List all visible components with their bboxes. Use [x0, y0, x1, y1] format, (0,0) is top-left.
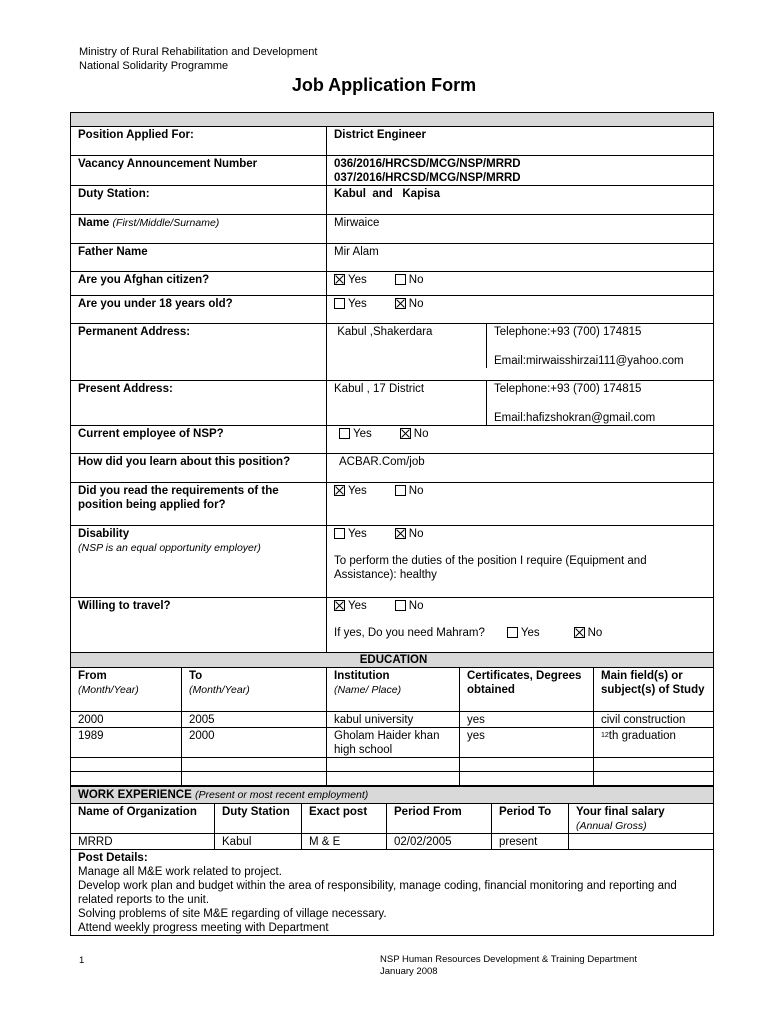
vacancy-number-1: 036/2016/HRCSD/MCG/NSP/MRRD [334, 158, 521, 170]
requirements-yes-checkbox[interactable] [334, 485, 345, 496]
citizen-no-label: No [408, 274, 424, 286]
work-col-organization: Name of Organization [71, 804, 215, 834]
work-cell[interactable]: MRRD [71, 834, 215, 850]
nsp-yes-checkbox[interactable] [339, 428, 350, 439]
edu-cell[interactable]: civil construction [594, 712, 714, 728]
edu-cell[interactable] [182, 772, 327, 786]
present-phone[interactable]: Telephone:+93 (700) 174815 [494, 383, 642, 395]
permanent-address-value[interactable]: Kabul ,Shakerdara [327, 324, 487, 368]
edu-cell[interactable] [460, 758, 594, 772]
present-email[interactable]: Email:hafizshokran@gmail.com [494, 412, 656, 424]
mahram-question: If yes, Do you need Mahram? [334, 627, 485, 639]
work-cell[interactable]: Kabul [215, 834, 302, 850]
father-name-value[interactable]: Mir Alam [327, 244, 714, 272]
work-col-salary-hint: (Annual Gross) [576, 820, 647, 832]
edu-col-to [182, 668, 327, 712]
edu-col-from-label: From [78, 670, 107, 682]
post-detail-line: Solving problems of site M&E regarding of village necessary. [78, 908, 387, 920]
under18-label: Are you under 18 years old? [71, 296, 327, 324]
under18-yes-checkbox[interactable] [334, 298, 345, 309]
work-hint: (Present or most recent employment) [194, 789, 369, 801]
footer-department: NSP Human Resources Development & Training Department [380, 954, 637, 965]
post-details-cell[interactable] [71, 850, 714, 936]
learn-label: How did you learn about this position? [71, 454, 327, 483]
nsp-employee-label: Current employee of NSP? [71, 426, 327, 454]
post-detail-line: Manage all M&E work related to project. [78, 866, 282, 878]
present-address-value[interactable]: Kabul , 17 District [327, 381, 487, 425]
edu-cell[interactable] [182, 758, 327, 772]
post-details-label: Post Details: [78, 852, 148, 864]
disability-yes-label: Yes [348, 528, 367, 540]
mahram-no-checkbox[interactable] [574, 627, 585, 638]
under18-no-checkbox[interactable] [395, 298, 406, 309]
travel-yes-label: Yes [348, 600, 367, 612]
vacancy-label: Vacancy Announcement Number [71, 156, 327, 186]
citizen-yes-checkbox[interactable] [334, 274, 345, 285]
travel-yes-checkbox[interactable] [334, 600, 345, 611]
edu-cell[interactable] [594, 772, 714, 786]
programme-name: National Solidarity Programme [79, 60, 229, 72]
work-cell[interactable] [569, 834, 714, 850]
footer-date: January 2008 [380, 966, 438, 977]
citizen-options [327, 272, 714, 296]
edu-col-field: Main field(s) or subject(s) of Study [594, 668, 714, 712]
nsp-no-checkbox[interactable] [400, 428, 411, 439]
duty-station-value[interactable]: Kabul and Kapisa [327, 186, 714, 215]
mahram-yes-checkbox[interactable] [507, 627, 518, 638]
permanent-phone[interactable]: Telephone:+93 (700) 174815 [494, 326, 642, 338]
requirements-no-checkbox[interactable] [395, 485, 406, 496]
name-label: Name [78, 217, 110, 229]
vacancy-number-2: 037/2016/HRCSD/MCG/NSP/MRRD [334, 172, 521, 184]
edu-col-from-hint: (Month/Year) [78, 684, 139, 696]
post-detail-line: Develop work plan and budget within the area of responsibility, manage coding, financial monitoring and reporting and related reports to the unit. [78, 880, 677, 906]
edu-col-institution-label: Institution [334, 670, 390, 682]
mahram-yes-label: Yes [520, 627, 540, 639]
application-form [70, 112, 714, 654]
nsp-yes-label: Yes [353, 428, 372, 440]
citizen-yes-label: Yes [348, 274, 367, 286]
name-hint: (First/Middle/Surname) [112, 217, 220, 229]
travel-label: Willing to travel? [71, 598, 327, 654]
under18-options [327, 296, 714, 324]
education-table [70, 652, 714, 786]
edu-cell[interactable] [71, 758, 182, 772]
work-heading: WORK EXPERIENCE [78, 789, 192, 801]
work-col-exact-post: Exact post [302, 804, 387, 834]
travel-no-checkbox[interactable] [395, 600, 406, 611]
edu-cell[interactable]: 2005 [182, 712, 327, 728]
name-label-cell [71, 215, 327, 244]
work-cell[interactable]: 02/02/2005 [387, 834, 492, 850]
work-cell[interactable]: present [492, 834, 569, 850]
position-value[interactable]: District Engineer [327, 127, 714, 156]
edu-cell[interactable]: 2000 [182, 728, 327, 758]
edu-col-from [71, 668, 182, 712]
under18-no-label: No [408, 298, 424, 310]
citizen-label: Are you Afghan citizen? [71, 272, 327, 296]
disability-cell [327, 526, 714, 598]
disability-note[interactable]: To perform the duties of the position I require (Equipment and Assistance): healthy [334, 555, 647, 581]
disability-hint: (NSP is an equal opportunity employer) [78, 542, 261, 554]
present-address-label: Present Address: [71, 381, 327, 426]
edu-cell[interactable]: Gholam Haider khan high school [327, 728, 460, 758]
edu-cell[interactable] [327, 758, 460, 772]
edu-cell[interactable]: 1989 [71, 728, 182, 758]
disability-label: Disability [78, 528, 130, 540]
position-label: Position Applied For: [71, 127, 327, 156]
name-value[interactable]: Mirwaice [327, 215, 714, 244]
work-col-salary-label: Your final salary [576, 806, 665, 818]
work-col-duty-station: Duty Station [215, 804, 302, 834]
work-col-period-to: Period To [492, 804, 569, 834]
page-number: 1 [79, 955, 85, 966]
education-heading: EDUCATION [71, 653, 714, 668]
work-heading-cell [71, 787, 714, 804]
edu-cell[interactable]: yes [460, 712, 594, 728]
ministry-name: Ministry of Rural Rehabilitation and Development [79, 46, 318, 58]
post-detail-line: Attend weekly progress meeting with Department [78, 922, 329, 934]
travel-cell [327, 598, 714, 654]
vacancy-value[interactable] [327, 156, 714, 186]
edu-cell[interactable] [71, 772, 182, 786]
edu-cell[interactable] [594, 758, 714, 772]
permanent-address-cell [327, 324, 714, 381]
page-title: Job Application Form [291, 75, 477, 95]
disability-yes-checkbox[interactable] [334, 528, 345, 539]
nsp-employee-options [327, 426, 714, 454]
requirements-yes-label: Yes [348, 485, 367, 497]
disability-no-checkbox[interactable] [395, 528, 406, 539]
mahram-no-label: No [587, 627, 603, 639]
disability-no-label: No [408, 528, 424, 540]
work-cell[interactable]: M & E [302, 834, 387, 850]
permanent-address-label: Permanent Address: [71, 324, 327, 381]
edu-col-to-hint: (Month/Year) [189, 684, 250, 696]
citizen-no-checkbox[interactable] [395, 274, 406, 285]
requirements-label: Did you read the requirements of the position being applied for? [71, 483, 327, 526]
disability-label-cell [71, 526, 327, 598]
requirements-no-label: No [408, 485, 424, 497]
edu-col-certificates: Certificates, Degrees obtained [460, 668, 594, 712]
edu-cell[interactable] [327, 772, 460, 786]
work-col-period-from: Period From [387, 804, 492, 834]
work-col-salary [569, 804, 714, 834]
edu-cell[interactable]: $^{12}$th graduation [594, 728, 714, 758]
edu-col-institution [327, 668, 460, 712]
edu-col-to-label: To [189, 670, 203, 682]
permanent-email[interactable]: Email:mirwaisshirzai111@yahoo.com [494, 355, 684, 367]
present-address-cell [327, 381, 714, 426]
travel-no-label: No [408, 600, 424, 612]
edu-cell[interactable]: yes [460, 728, 594, 758]
work-experience-table [70, 786, 714, 936]
edu-cell[interactable]: 2000 [71, 712, 182, 728]
learn-value[interactable]: ACBAR.Com/job [327, 454, 714, 483]
nsp-no-label: No [413, 428, 429, 440]
edu-cell[interactable]: kabul university [327, 712, 460, 728]
under18-yes-label: Yes [348, 298, 367, 310]
form-top-bar [71, 113, 714, 127]
edu-col-institution-hint: (Name/ Place) [334, 684, 402, 696]
requirements-options [327, 483, 714, 526]
father-name-label: Father Name [71, 244, 327, 272]
edu-cell[interactable] [460, 772, 594, 786]
duty-station-label: Duty Station: [71, 186, 327, 215]
